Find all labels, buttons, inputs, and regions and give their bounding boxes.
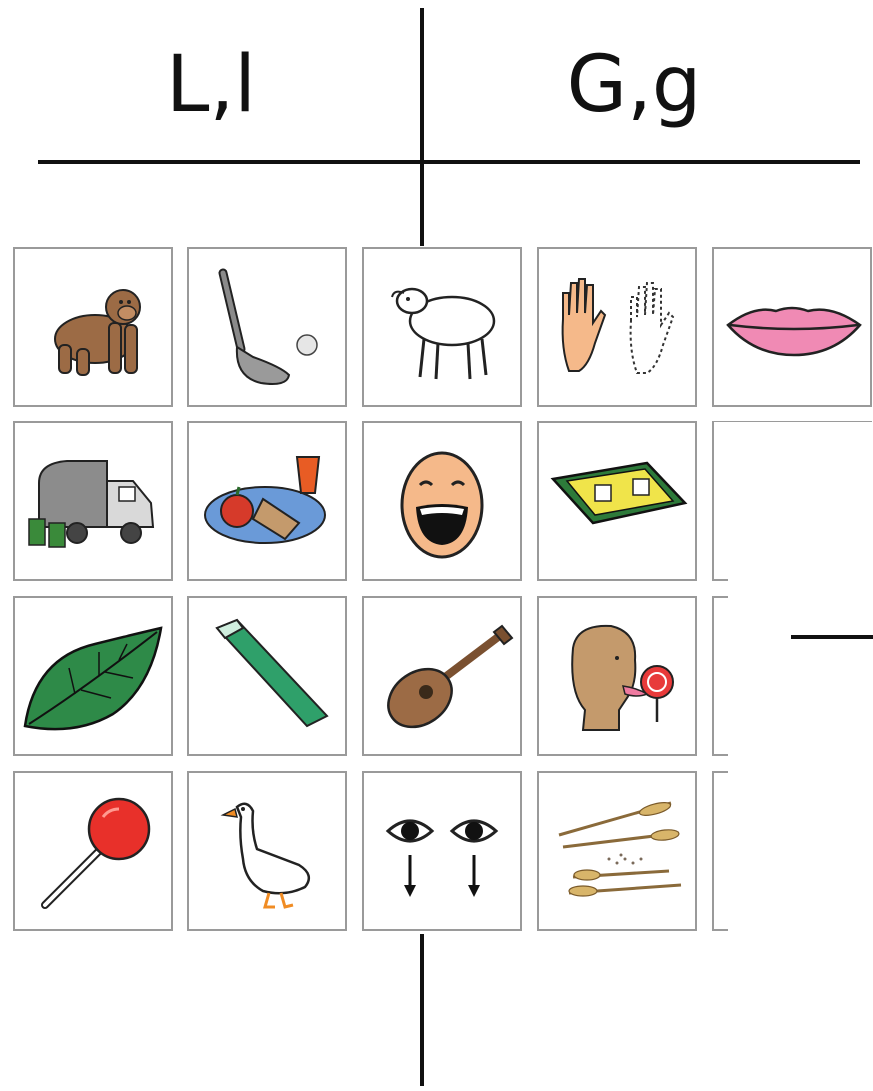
look-icon: [364, 773, 520, 929]
golf-icon: [189, 249, 345, 405]
card-lamb[interactable]: [362, 247, 522, 407]
leaf-icon: [15, 598, 171, 754]
lick-icon: [539, 598, 695, 754]
horizontal-divider-fragment: [791, 635, 873, 639]
header-g: G,g: [566, 40, 702, 130]
card-golf[interactable]: [187, 247, 347, 407]
game-icon: [539, 423, 695, 579]
card-lick[interactable]: [537, 596, 697, 756]
card-lollipop[interactable]: [13, 771, 173, 931]
glue-stick-icon: [189, 598, 345, 754]
grain-icon: [539, 773, 695, 929]
cover-patch-top: [714, 422, 873, 440]
vertical-divider-bottom: [420, 934, 424, 1086]
laugh-icon: [364, 423, 520, 579]
guitar-icon: [364, 598, 520, 754]
gloves-icon: [539, 249, 695, 405]
garbage-truck-icon: [15, 423, 171, 579]
card-grain[interactable]: [537, 771, 697, 931]
card-game[interactable]: [537, 421, 697, 581]
card-look[interactable]: [362, 771, 522, 931]
card-glue-stick[interactable]: [187, 596, 347, 756]
header-l: L,l: [166, 40, 256, 130]
card-guitar[interactable]: [362, 596, 522, 756]
card-gloves[interactable]: [537, 247, 697, 407]
card-goose[interactable]: [187, 771, 347, 931]
gorilla-icon: [15, 249, 171, 405]
card-lips[interactable]: [712, 247, 872, 407]
cover-patch: [728, 440, 873, 940]
lunch-icon: [189, 423, 345, 579]
lamb-icon: [364, 249, 520, 405]
lollipop-icon: [15, 773, 171, 929]
goose-icon: [189, 773, 345, 929]
horizontal-divider: [38, 160, 860, 164]
lips-icon: [714, 249, 870, 405]
card-garbage-truck[interactable]: [13, 421, 173, 581]
card-leaf[interactable]: [13, 596, 173, 756]
card-lunch[interactable]: [187, 421, 347, 581]
card-laugh[interactable]: [362, 421, 522, 581]
vertical-divider-top: [420, 8, 424, 246]
card-gorilla[interactable]: [13, 247, 173, 407]
